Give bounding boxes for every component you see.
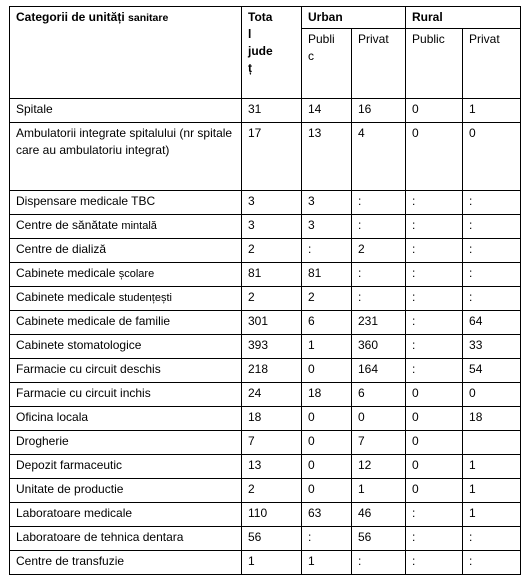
- table-row: [10, 239, 521, 263]
- table-row: [10, 215, 521, 239]
- header-rural: Rural: [406, 7, 521, 29]
- cell-urban-public: 0: [302, 407, 352, 431]
- cell-total: 2: [242, 287, 302, 311]
- cell-rural-private: :: [463, 551, 521, 575]
- cell-total: 24: [242, 383, 302, 407]
- cell-urban-public: 63: [302, 503, 352, 527]
- cell-rural-private: :: [463, 527, 521, 551]
- table-row: [10, 527, 521, 551]
- cell-urban-private: :: [352, 551, 406, 575]
- cell-rural-private: 0: [463, 383, 521, 407]
- cell-total: 31: [242, 99, 302, 123]
- cell-urban-public: 0: [302, 359, 352, 383]
- row-category-text: Centre de sănătate: [16, 218, 119, 232]
- table-row: [10, 407, 521, 431]
- header-rural-private: Privat: [463, 29, 521, 99]
- cell-urban-private: 56: [352, 527, 406, 551]
- row-category: Spitale: [10, 99, 242, 123]
- cell-urban-public: 1: [302, 335, 352, 359]
- cell-rural-private: 0: [463, 123, 521, 191]
- cell-total: 301: [242, 311, 302, 335]
- cell-urban-private: 360: [352, 335, 406, 359]
- cell-rural-public: :: [406, 551, 463, 575]
- cell-rural-public: :: [406, 239, 463, 263]
- row-category: Depozit farmaceutic: [10, 455, 242, 479]
- row-category: Oficina locala: [10, 407, 242, 431]
- table-row: [10, 551, 521, 575]
- cell-rural-private: [463, 431, 521, 455]
- cell-rural-private: :: [463, 287, 521, 311]
- cell-rural-public: :: [406, 503, 463, 527]
- cell-rural-private: :: [463, 215, 521, 239]
- cell-urban-private: 46: [352, 503, 406, 527]
- cell-rural-public: :: [406, 287, 463, 311]
- cell-rural-private: 1: [463, 455, 521, 479]
- row-category: Unitate de productie: [10, 479, 242, 503]
- cell-total: 110: [242, 503, 302, 527]
- table-row: [10, 383, 521, 407]
- cell-total: 2: [242, 239, 302, 263]
- table-row: [10, 431, 521, 455]
- cell-urban-private: 7: [352, 431, 406, 455]
- cell-total: 13: [242, 455, 302, 479]
- row-category: [10, 287, 242, 311]
- table-row: [10, 191, 521, 215]
- header-row-top: [10, 7, 521, 29]
- row-category: Dispensare medicale TBC: [10, 191, 242, 215]
- cell-urban-private: 1: [352, 479, 406, 503]
- header-category: [10, 7, 242, 99]
- row-category: Farmacie cu circuit inchis: [10, 383, 242, 407]
- cell-rural-public: :: [406, 191, 463, 215]
- cell-rural-private: :: [463, 263, 521, 287]
- cell-urban-public: :: [302, 527, 352, 551]
- cell-urban-public: 6: [302, 311, 352, 335]
- cell-rural-private: 18: [463, 407, 521, 431]
- cell-rural-public: :: [406, 527, 463, 551]
- table-row: [10, 455, 521, 479]
- row-category-text-small: școlare: [118, 268, 155, 280]
- cell-rural-public: 0: [406, 431, 463, 455]
- row-category: Centre de dializă: [10, 239, 242, 263]
- cell-total: 7: [242, 431, 302, 455]
- cell-rural-public: 0: [406, 455, 463, 479]
- cell-urban-public: 13: [302, 123, 352, 191]
- cell-urban-public: 3: [302, 191, 352, 215]
- row-category: Ambulatorii integrate spitalului (nr spitale care au ambulatoriu integrat): [10, 123, 242, 191]
- cell-total: 1: [242, 551, 302, 575]
- cell-rural-public: :: [406, 215, 463, 239]
- row-category: Cabinete stomatologice: [10, 335, 242, 359]
- cell-urban-private: 6: [352, 383, 406, 407]
- cell-total: 56: [242, 527, 302, 551]
- row-category-text-small: studențești: [118, 292, 172, 304]
- row-category: Laboratoare medicale: [10, 503, 242, 527]
- cell-urban-private: :: [352, 287, 406, 311]
- cell-rural-public: :: [406, 359, 463, 383]
- cell-rural-private: :: [463, 239, 521, 263]
- header-total-line3: jude: [248, 44, 273, 58]
- cell-total: 218: [242, 359, 302, 383]
- header-category-text: Categorii de unități: [16, 10, 125, 24]
- table-row: [10, 287, 521, 311]
- header-urban: Urban: [302, 7, 406, 29]
- cell-rural-public: 0: [406, 407, 463, 431]
- cell-rural-public: :: [406, 263, 463, 287]
- row-category-text: Cabinete medicale: [16, 266, 116, 280]
- cell-urban-private: 164: [352, 359, 406, 383]
- cell-urban-public: 1: [302, 551, 352, 575]
- header-urban-public-text: Publi: [308, 32, 335, 46]
- cell-urban-public: 0: [302, 455, 352, 479]
- cell-urban-public: 18: [302, 383, 352, 407]
- health-units-table: [9, 6, 521, 575]
- header-urban-public-wrap: c: [308, 49, 314, 63]
- cell-rural-private: :: [463, 191, 521, 215]
- row-category-text: Cabinete medicale: [16, 290, 116, 304]
- header-urban-private: Privat: [352, 29, 406, 99]
- cell-urban-private: 2: [352, 239, 406, 263]
- table-row: [10, 335, 521, 359]
- cell-urban-private: :: [352, 215, 406, 239]
- cell-total: 81: [242, 263, 302, 287]
- table-row: [10, 503, 521, 527]
- cell-urban-private: 12: [352, 455, 406, 479]
- cell-total: 18: [242, 407, 302, 431]
- row-category: Cabinete medicale de familie: [10, 311, 242, 335]
- header-rural-public: Public: [406, 29, 463, 99]
- cell-urban-private: 231: [352, 311, 406, 335]
- cell-rural-private: 1: [463, 479, 521, 503]
- cell-rural-private: 1: [463, 99, 521, 123]
- cell-urban-private: 4: [352, 123, 406, 191]
- table-row: [10, 479, 521, 503]
- cell-urban-public: :: [302, 239, 352, 263]
- cell-rural-private: 54: [463, 359, 521, 383]
- cell-rural-public: 0: [406, 383, 463, 407]
- cell-urban-public: 0: [302, 479, 352, 503]
- table-row: [10, 99, 521, 123]
- row-category: Laboratoare de tehnica dentara: [10, 527, 242, 551]
- row-category: Farmacie cu circuit deschis: [10, 359, 242, 383]
- cell-total: 2: [242, 479, 302, 503]
- row-category: Drogherie: [10, 431, 242, 455]
- header-total-line2: l: [248, 27, 252, 41]
- cell-rural-private: 33: [463, 335, 521, 359]
- cell-rural-public: :: [406, 335, 463, 359]
- cell-urban-private: :: [352, 191, 406, 215]
- cell-urban-private: 16: [352, 99, 406, 123]
- header-total-line1: Tota: [248, 10, 273, 24]
- cell-rural-public: :: [406, 311, 463, 335]
- row-category: [10, 263, 242, 287]
- cell-total: 3: [242, 215, 302, 239]
- cell-rural-private: 1: [463, 503, 521, 527]
- table-row: [10, 123, 521, 191]
- table-row: [10, 359, 521, 383]
- cell-rural-public: 0: [406, 123, 463, 191]
- cell-total: 17: [242, 123, 302, 191]
- cell-rural-public: 0: [406, 99, 463, 123]
- cell-rural-public: 0: [406, 479, 463, 503]
- table-row: [10, 263, 521, 287]
- cell-rural-private: 64: [463, 311, 521, 335]
- header-total: [242, 7, 302, 99]
- cell-total: 3: [242, 191, 302, 215]
- header-total-line4: ț: [248, 61, 252, 75]
- cell-urban-public: 3: [302, 215, 352, 239]
- header-urban-public: [302, 29, 352, 99]
- cell-urban-public: 81: [302, 263, 352, 287]
- cell-total: 393: [242, 335, 302, 359]
- row-category-text-small: mintală: [121, 220, 157, 232]
- cell-urban-public: 0: [302, 431, 352, 455]
- table-row: [10, 311, 521, 335]
- cell-urban-private: 0: [352, 407, 406, 431]
- header-category-text-small: sanitare: [128, 12, 169, 24]
- row-category: [10, 215, 242, 239]
- row-category: Centre de transfuzie: [10, 551, 242, 575]
- cell-urban-public: 2: [302, 287, 352, 311]
- cell-urban-public: 14: [302, 99, 352, 123]
- cell-urban-private: :: [352, 263, 406, 287]
